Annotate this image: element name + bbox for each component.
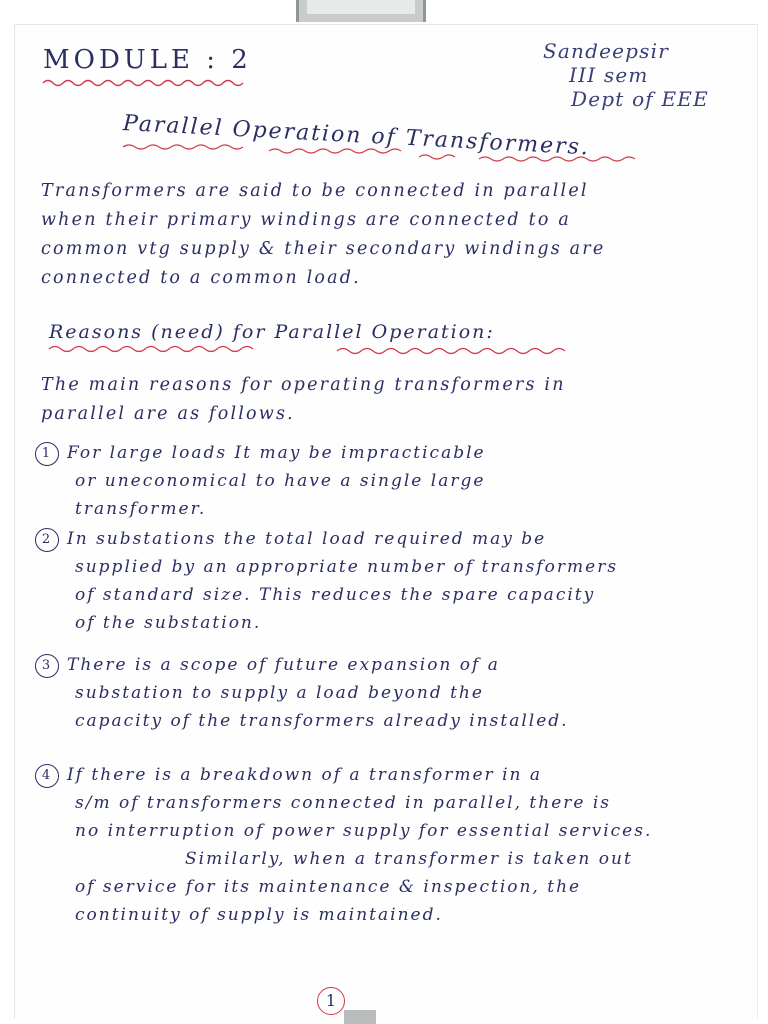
text-line: no interruption of power supply for essential services. (75, 821, 653, 841)
text-line: There is a scope of future expansion of a (67, 655, 500, 675)
text-line: connected to a common load. (41, 268, 361, 288)
text-line: transformer. (75, 499, 207, 519)
page-number: 1 (317, 987, 345, 1015)
text-line: continuity of supply is maintained. (75, 905, 443, 925)
text-line: parallel are as follows. (41, 404, 295, 424)
text-line: substation to supply a load beyond the (75, 683, 484, 703)
text-line: In substations the total load required may be (67, 529, 547, 549)
item-number: 4 (35, 764, 59, 788)
text-line: The main reasons for operating transformers in (41, 375, 566, 395)
list-item (35, 525, 618, 637)
author-line: Dept of EEE (571, 87, 709, 111)
text-line: capacity of the transformers already installed. (75, 711, 569, 731)
section-heading: Reasons (need) for Parallel Operation: (49, 321, 495, 343)
list-item (35, 761, 652, 929)
heading-underline (47, 343, 587, 359)
notebook-page (14, 24, 758, 1019)
text-line: or uneconomical to have a single large (75, 471, 486, 491)
text-line: when their primary windings are connected to a (41, 210, 571, 230)
item-number: 1 (35, 442, 59, 466)
text-line: of service for its maintenance & inspection, the (75, 877, 582, 897)
intro-paragraph (41, 177, 605, 293)
text-line: common vtg supply & their secondary windings are (41, 239, 606, 259)
item-number: 2 (35, 528, 59, 552)
text-line: If there is a breakdown of a transformer in a (67, 765, 542, 785)
author-line: III sem (569, 63, 649, 87)
text-line: Transformers are said to be connected in parallel (41, 181, 589, 201)
text-line: of standard size. This reduces the spare capacity (75, 585, 596, 605)
scanner-clip (344, 1010, 376, 1024)
text-line: For large loads It may be impracticable (67, 443, 486, 463)
page-title: Parallel Operation of Transformers. (122, 111, 591, 161)
text-line: s/m of transformers connected in parallel, there is (75, 793, 612, 813)
list-item (35, 651, 569, 735)
author-block (543, 39, 709, 111)
title-underline (119, 143, 679, 167)
item-number: 3 (35, 654, 59, 678)
scanner-clip (296, 0, 426, 22)
module-underline (41, 77, 251, 89)
reasons-intro (41, 371, 566, 429)
text-line: of the substation. (75, 613, 262, 633)
text-line: supplied by an appropriate number of transformers (75, 557, 619, 577)
author-line: Sandeepsir (543, 39, 670, 63)
text-line: Similarly, when a transformer is taken out (185, 849, 633, 869)
list-item (35, 439, 486, 523)
module-label: MODULE : 2 (43, 45, 252, 75)
